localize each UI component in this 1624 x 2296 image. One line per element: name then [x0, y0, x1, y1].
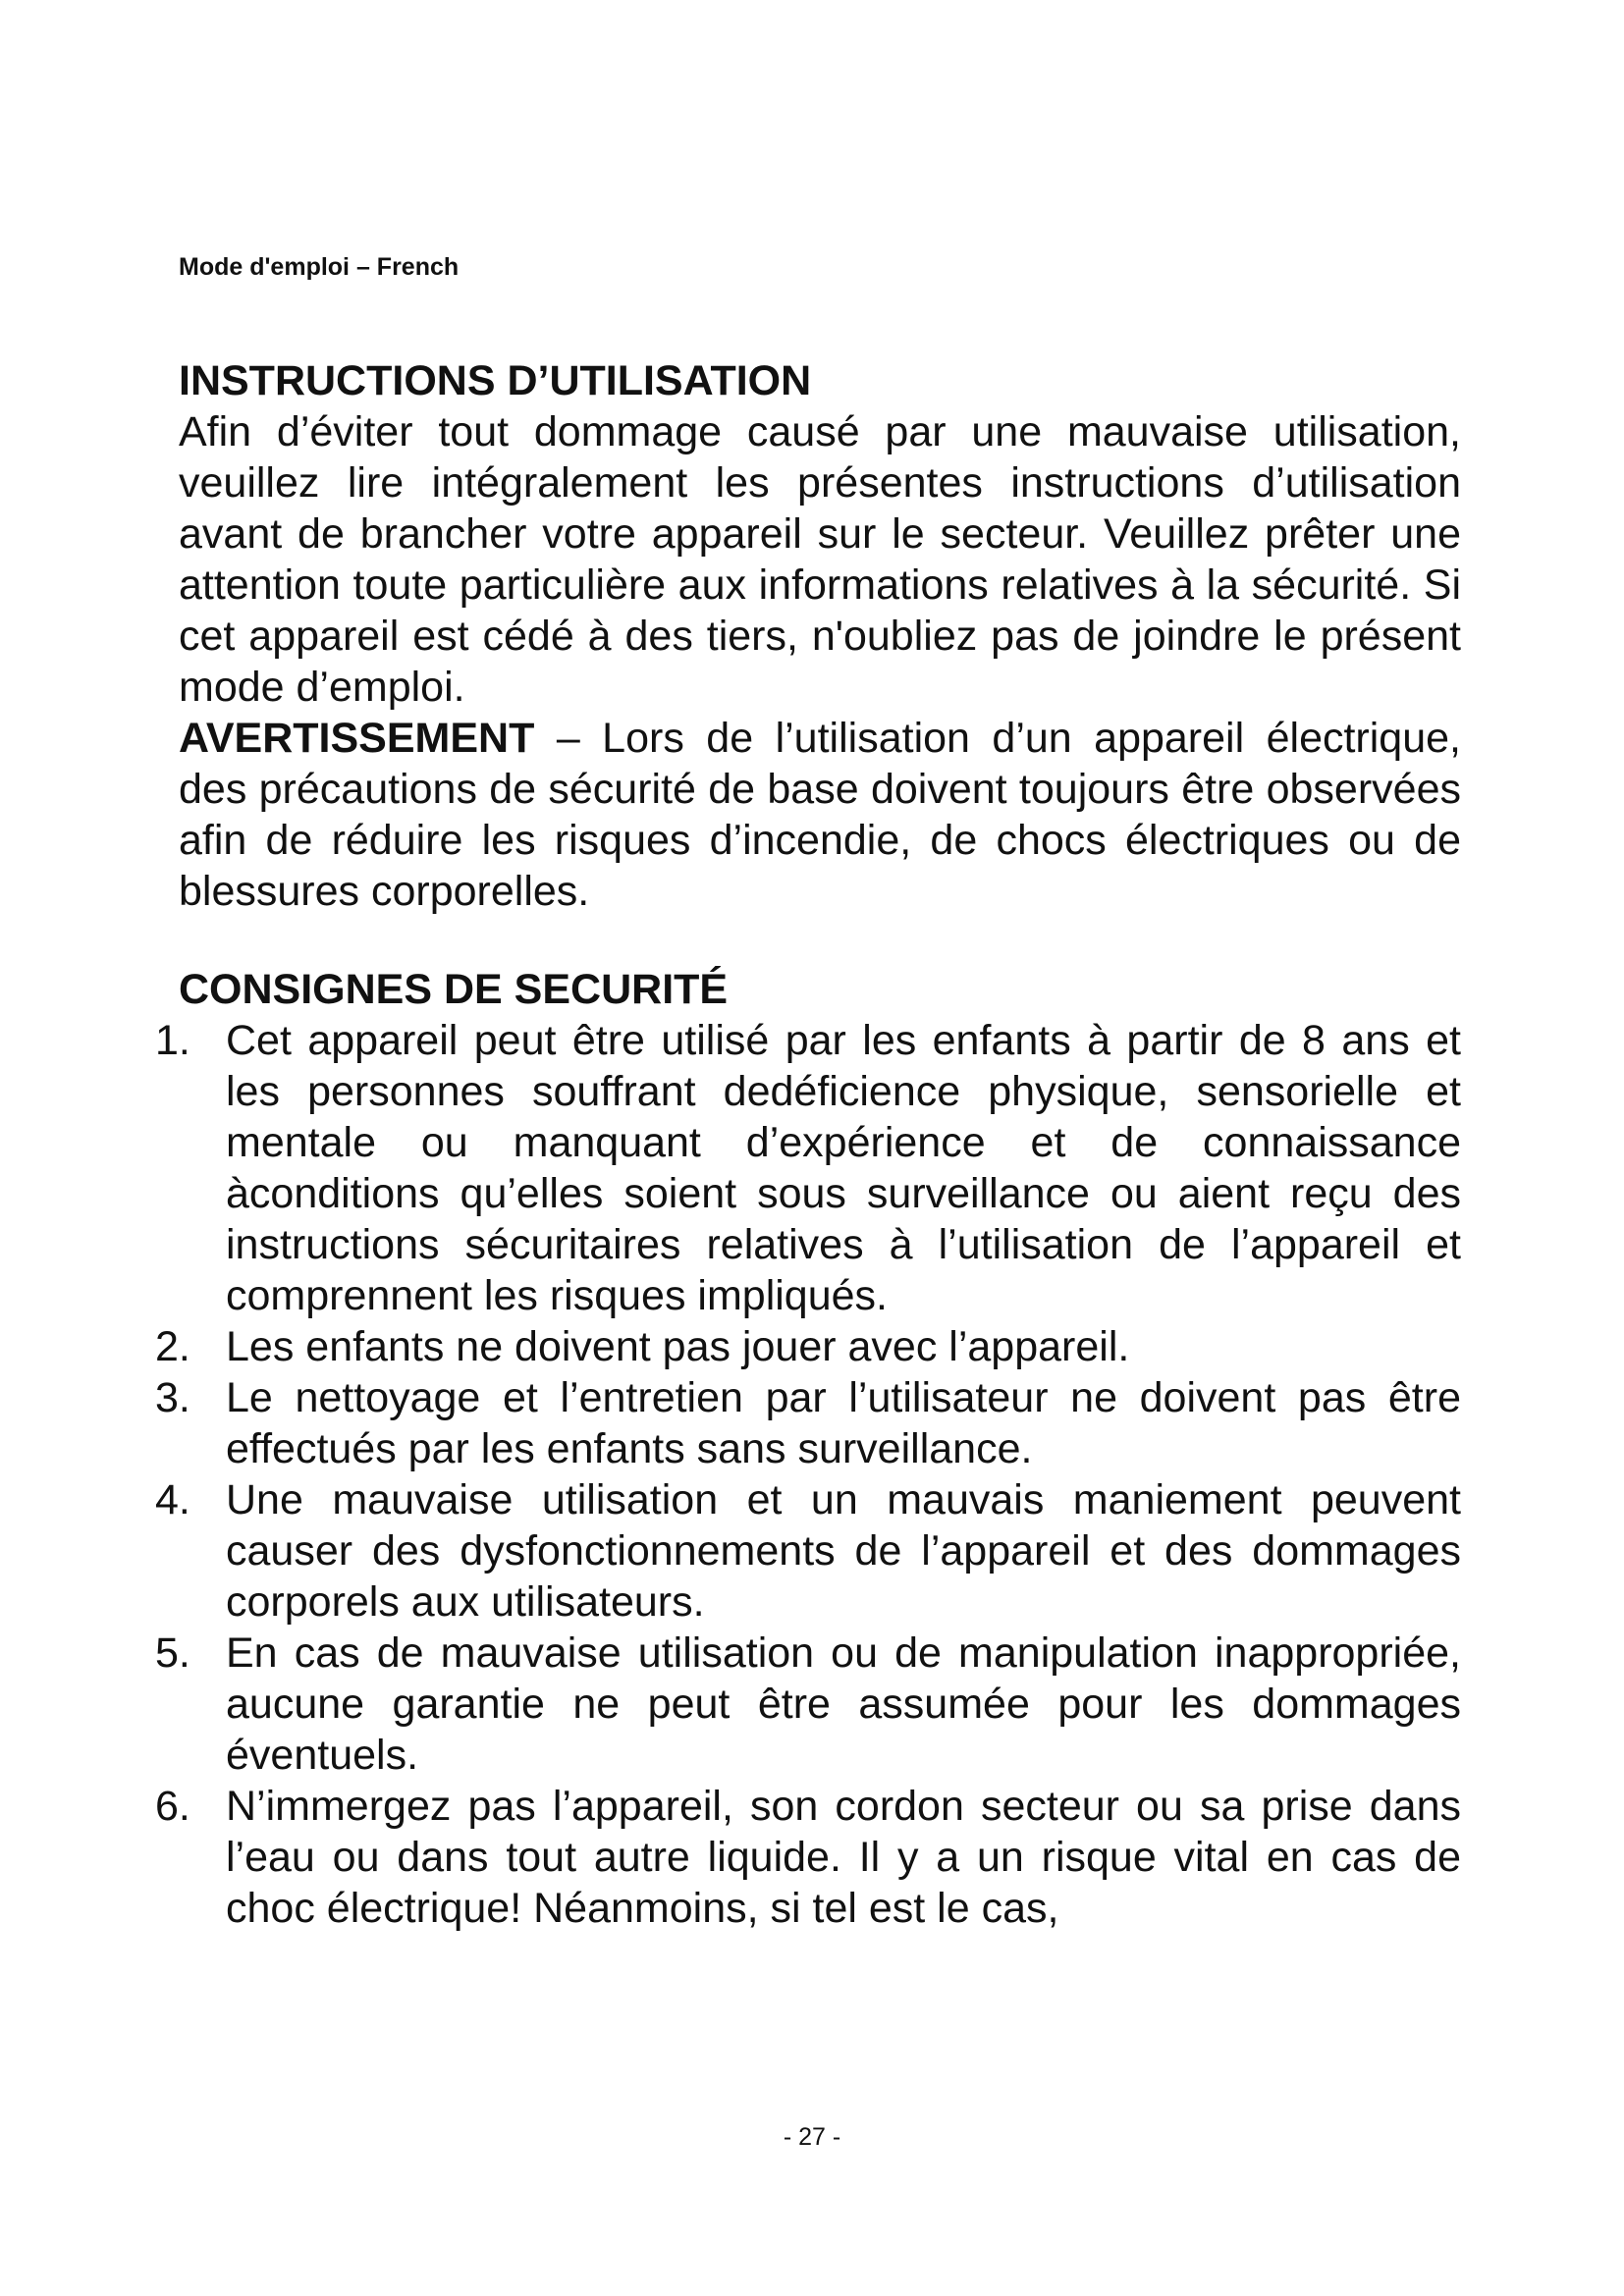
- warning-text: – Lors de l’utilisation d’un appareil électrique, des précautions de sécurité de base doivent toujours être observées afin de réduire les risques d’incendie, de chocs électriques ou de blessures corporelles.: [179, 715, 1461, 915]
- list-item-text: N’immergez pas l’appareil, son cordon secteur ou sa prise dans l’eau ou dans tout autre liquide. Il y a un risque vital en cas de choc électrique! Néanmoins, si tel est le cas,: [226, 1783, 1461, 1932]
- list-item-number: 1.: [155, 1017, 190, 1064]
- list-item-number: 5.: [155, 1629, 190, 1677]
- list-item-text: Le nettoyage et l’entretien par l’utilisateur ne doivent pas être effectués par les enfants sans surveillance.: [226, 1374, 1461, 1472]
- list-item: [155, 1015, 1461, 1321]
- list-item: [155, 1474, 1461, 1628]
- list-item-text: Cet appareil peut être utilisé par les enfants à partir de 8 ans et les personnes souffrant dedéficience physique, sensorielle et mentale ou manquant d’expérience et de connaissance àconditions qu’elles soient sous surveillance ou aient reçu des instructions sécuritaires relatives à l’utilisation de l’appareil et comprennent les risques impliqués.: [226, 1017, 1461, 1319]
- list-item-number: 4.: [155, 1476, 190, 1523]
- list-item-number: 2.: [155, 1323, 190, 1370]
- list-item-text: Une mauvaise utilisation et un mauvais maniement peuvent causer des dysfonctionnements de l’appareil et des dommages corporels aux utilisateurs.: [226, 1476, 1461, 1626]
- list-item-number: 6.: [155, 1783, 190, 1830]
- instructions-intro: Afin d’éviter tout dommage causé par une mauvaise utilisation, veuillez lire intégralement les présentes instructions d’utilisation avant de brancher votre appareil sur le secteur. Veuillez prêter une attention toute particulière aux informations relatives à la sécurité. Si cet appareil est cédé à des tiers, n'oubliez pas de joindre le présent mode d’emploi.: [179, 408, 1461, 711]
- list-item-number: 3.: [155, 1374, 190, 1421]
- list-item-text: Les enfants ne doivent pas jouer avec l’appareil.: [226, 1323, 1130, 1370]
- list-item: [155, 1372, 1461, 1474]
- list-item: [155, 1781, 1461, 1934]
- safety-title: CONSIGNES DE SECURITÉ: [179, 966, 729, 1013]
- list-item-text: En cas de mauvaise utilisation ou de manipulation inappropriée, aucune garantie ne peut être assumée pour les dommages éventuels.: [226, 1629, 1461, 1779]
- safety-list: [155, 1015, 1461, 1934]
- instructions-title: INSTRUCTIONS D’UTILISATION: [179, 357, 812, 404]
- page-content: [155, 355, 1461, 1934]
- list-item: [155, 1321, 1461, 1372]
- page-number: - 27 -: [783, 2123, 841, 2151]
- document-header: Mode d'emploi – French: [179, 253, 460, 281]
- warning-label: AVERTISSEMENT: [179, 715, 535, 762]
- warning-paragraph: [179, 713, 1461, 917]
- list-item: [155, 1628, 1461, 1781]
